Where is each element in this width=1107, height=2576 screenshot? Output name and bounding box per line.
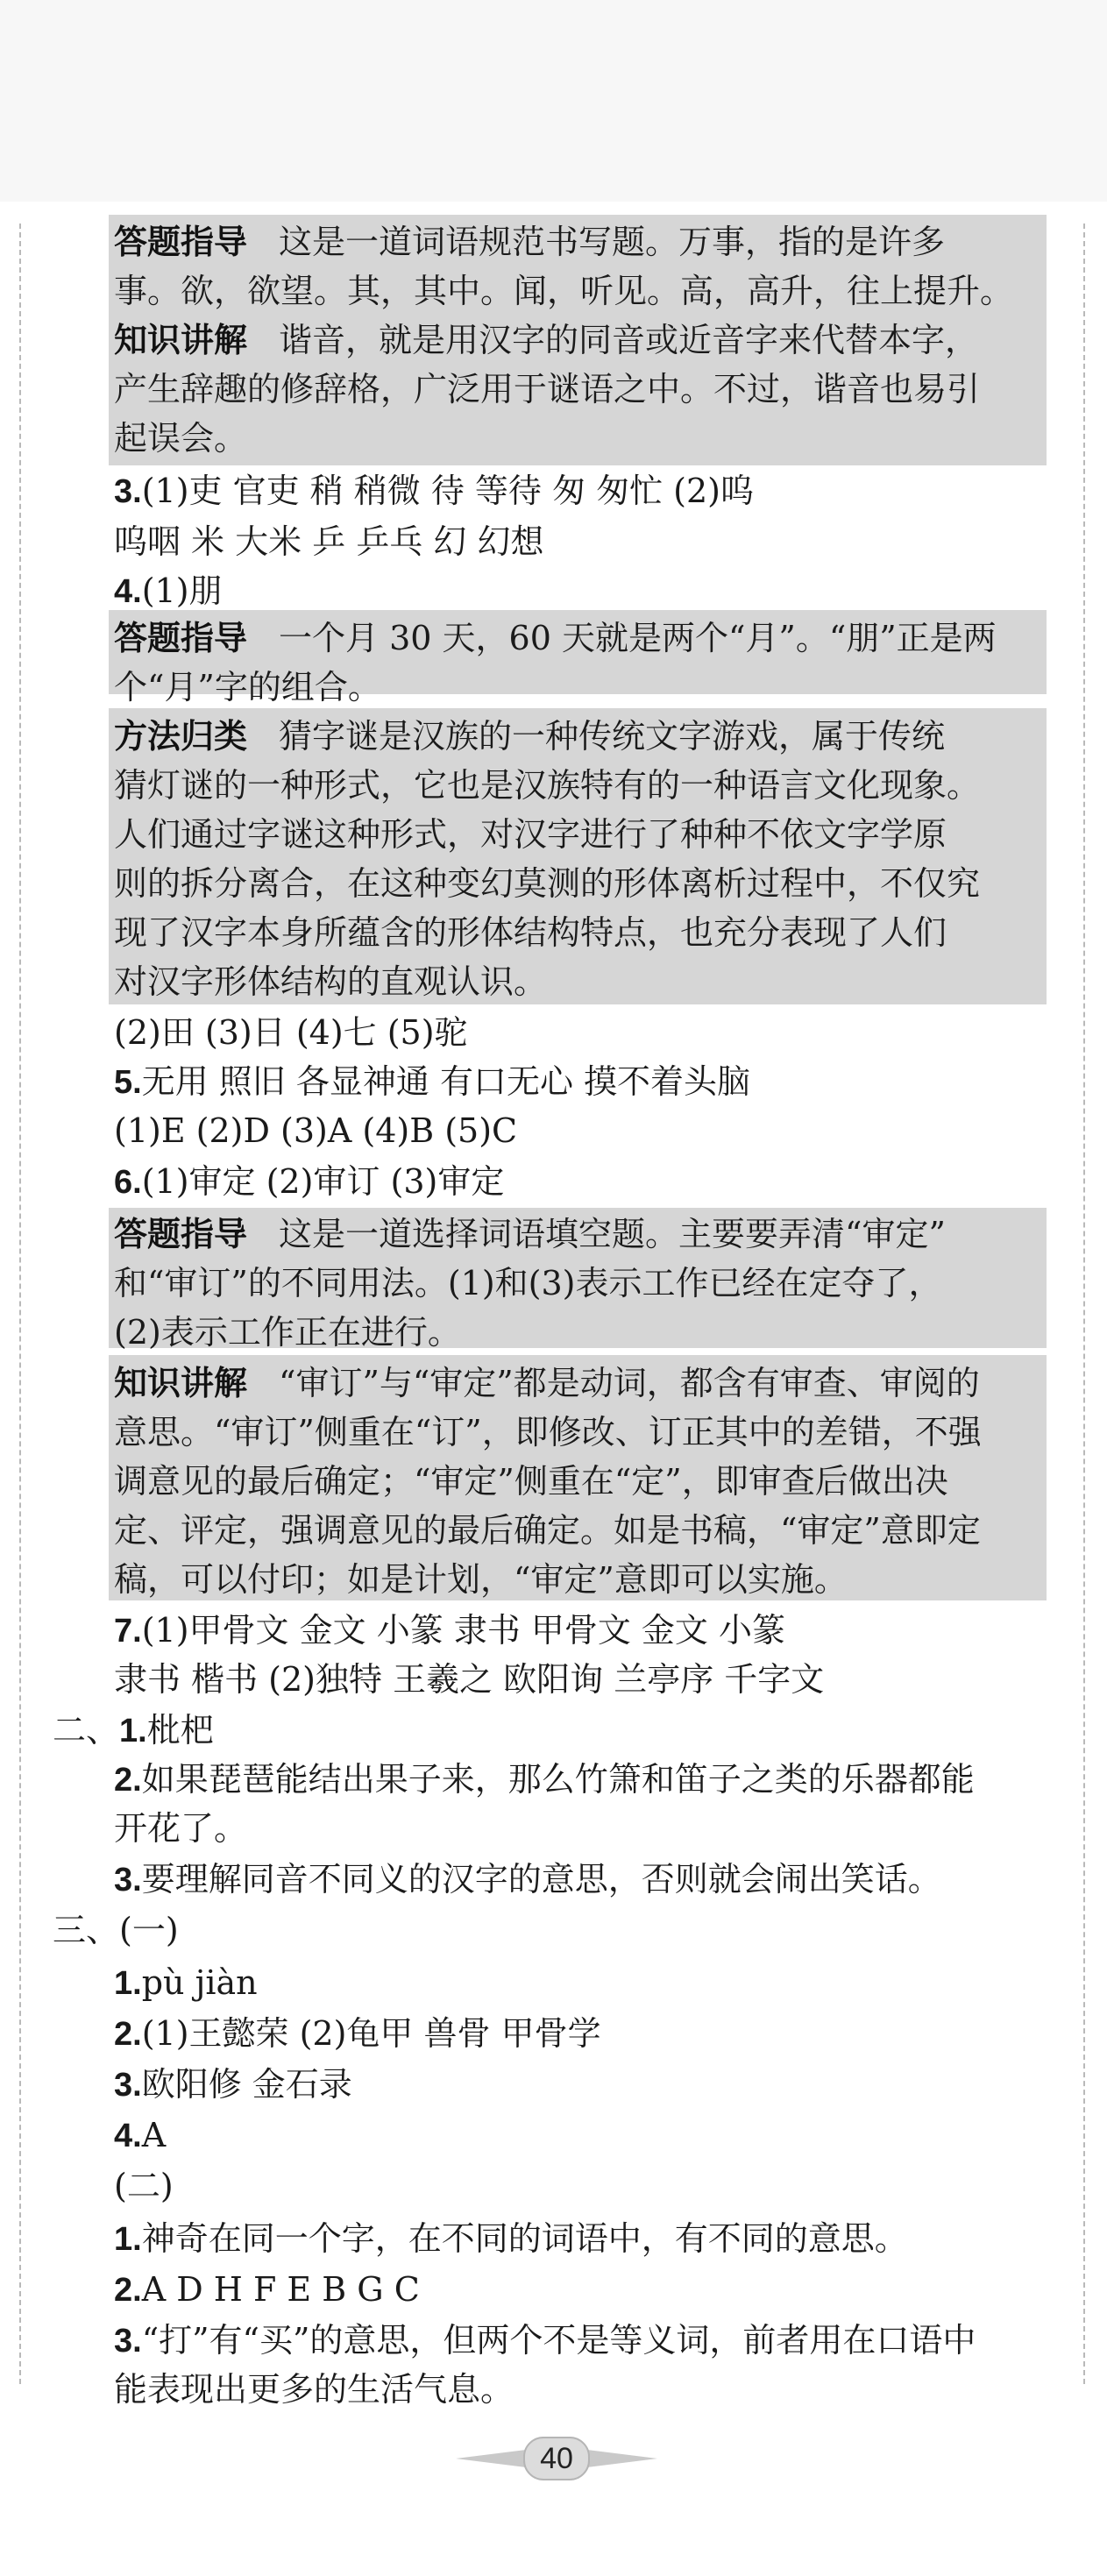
answer-line: [0, 1706, 1107, 1755]
answer-line: [0, 1106, 1107, 1155]
answer-line: [0, 1506, 1107, 1555]
guide-text: 意思。“审订”侧重在“订”，即修改、订正其中的差错，不强: [114, 1413, 982, 1451]
guide-label: 答题指导: [114, 1215, 248, 1253]
top-margin: [0, 0, 1107, 202]
guide-text: 人们通过字谜这种形式，对汉字进行了种种不依文字学原: [114, 815, 947, 854]
guide-text: 稿，可以付印；如是计划，“审定”意即可以实施。: [114, 1560, 848, 1599]
answer-line: [0, 1655, 1107, 1704]
answer-line: [0, 1755, 1107, 1804]
item-number: 4.: [114, 573, 142, 610]
answer-line: [0, 859, 1107, 908]
answer-text: 无用 照旧 各显神通 有口无心 摸不着头脑: [141, 1062, 751, 1101]
guide-text: 现了汉字本身所蕴含的形体结构特点，也充分表现了人们: [114, 913, 947, 952]
answer-text: (1)吏 官吏 稍 稍微 待 等待 匆 匆忙 (2)呜: [141, 472, 754, 510]
guide-label: 答题指导: [114, 223, 248, 261]
guide-text: 这是一道词语规范书写题。万事，指的是许多: [279, 223, 946, 261]
guide-label: 知识讲解: [114, 1364, 248, 1402]
item-number: 2.: [114, 1762, 142, 1799]
guide-text: 猜字谜是汉族的一种传统文字游戏，属于传统: [279, 717, 946, 756]
guide-label: 答题指导: [114, 619, 248, 657]
page-number-wrap: [456, 2432, 657, 2485]
item-number: 5.: [114, 1064, 142, 1101]
item-number: 2.: [114, 2272, 142, 2309]
answer-line: [0, 1457, 1107, 1506]
guide-text: 和“审订”的不同用法。(1)和(3)表示工作已经在定夺了，: [114, 1264, 942, 1302]
guide-text: 定、评定，强调意见的最后确定。如是书稿，“审定”意即定: [114, 1511, 981, 1550]
answer-text: 神奇在同一个字，在不同的词语中，有不同的意思。: [141, 2219, 908, 2258]
answer-line: [0, 2009, 1107, 2058]
answer-text: 要理解同音不同义的汉字的意思，否则就会闹出笑话。: [141, 1860, 941, 1898]
answer-line: [0, 1308, 1107, 1357]
section-heading: 三、(一): [53, 1911, 179, 1949]
answer-line: [0, 1157, 1107, 1206]
guide-line: [0, 712, 1107, 761]
answer-text: 枇杷: [146, 1711, 214, 1749]
guide-text: “审订”与“审定”都是动词，都含有审查、审阅的: [279, 1364, 980, 1402]
guide-text: 个“月”字的组合。: [114, 668, 381, 706]
item-number: 7.: [114, 1613, 142, 1650]
guide-line: [0, 614, 1107, 663]
answer-line: [0, 1905, 1107, 1955]
answer-line: [0, 266, 1107, 316]
item-number: 1.: [114, 2221, 142, 2258]
guide-line: [0, 1359, 1107, 1408]
answer-text: 欧阳修 金石录: [141, 2065, 352, 2104]
item-number: 3.: [114, 2067, 142, 2104]
answer-text: (1)王懿荣 (2)龟甲 兽骨 甲骨学: [141, 2014, 601, 2053]
answer-text: (1)E (2)D (3)A (4)B (5)C: [114, 1111, 518, 1150]
answer-line: [0, 566, 1107, 615]
answer-line: [0, 2111, 1107, 2160]
answer-line: [0, 1606, 1107, 1655]
guide-text: 调意见的最后确定；“审定”侧重在“定”，即审查后做出决: [114, 1462, 948, 1501]
answer-text: 如果琵琶能结出果子来，那么竹箫和笛子之类的乐器都能: [141, 1760, 975, 1799]
item-number: 3.: [114, 473, 142, 510]
answer-line: [0, 1804, 1107, 1853]
answer-line: [0, 1259, 1107, 1308]
guide-text: 产生辞趣的修辞格，广泛用于谜语之中。不过，谐音也易引: [114, 370, 981, 408]
guide-line: [0, 316, 1107, 365]
answer-text: A: [141, 2116, 167, 2154]
item-number: 1.: [119, 1713, 147, 1749]
answer-line: [0, 414, 1107, 463]
answer-line: [0, 908, 1107, 957]
answer-line: [0, 810, 1107, 859]
answer-line: [0, 2161, 1107, 2211]
item-number: 2.: [114, 2016, 142, 2053]
answer-line: [0, 2214, 1107, 2263]
guide-text: 对汉字形体结构的直观认识。: [114, 962, 548, 1001]
answer-line: [0, 1958, 1107, 2007]
guide-text: (2)表示工作正在进行。: [114, 1313, 461, 1352]
answer-text: A D H F E B G C: [141, 2270, 420, 2309]
guide-text: 一个月 30 天，60 天就是两个“月”。“朋”正是两: [279, 619, 997, 657]
section-prefix: 二、: [53, 1711, 120, 1749]
guide-text: 猜灯谜的一种形式，它也是汉族特有的一种语言文化现象。: [114, 766, 981, 805]
item-number: 6.: [114, 1164, 142, 1201]
answer-text: (2)田 (3)日 (4)七 (5)驼: [114, 1013, 468, 1052]
answer-text: 能表现出更多的生活气息。: [114, 2370, 514, 2409]
page-number: 40: [540, 2442, 573, 2475]
guide-text: 则的拆分离合，在这种变幻莫测的形体离析过程中，不仅究: [114, 864, 981, 903]
answer-line: [0, 957, 1107, 1006]
guide-text: 谐音，就是用汉字的同音或近音字来代替本字，: [279, 321, 979, 359]
guide-line: [0, 217, 1107, 266]
item-number: 3.: [114, 2323, 142, 2360]
guide-label: 知识讲解: [114, 321, 248, 359]
answer-text: “打”有“买”的意思，但两个不是等义词，前者用在口语中: [141, 2321, 976, 2360]
guide-text: 起误会。: [114, 419, 248, 458]
answer-line: [0, 1555, 1107, 1604]
answer-text: 开花了。: [114, 1809, 248, 1848]
answer-line: [0, 1855, 1107, 1904]
answer-line: [0, 761, 1107, 810]
answer-line: [0, 2060, 1107, 2109]
answer-line: [0, 466, 1107, 515]
answer-line: [0, 1008, 1107, 1057]
guide-text: 呜咽 米 大米 乒 乒乓 幻 幻想: [114, 522, 544, 561]
answer-text: (1)甲骨文 金文 小篆 隶书 甲骨文 金文 小篆: [141, 1611, 786, 1650]
answer-line: [0, 2316, 1107, 2365]
answer-line: [0, 517, 1107, 566]
answer-line: [0, 1057, 1107, 1106]
guide-line: [0, 1210, 1107, 1259]
answer-text: (1)朋: [141, 571, 223, 610]
item-number: 4.: [114, 2118, 142, 2154]
guide-label: 方法归类: [114, 717, 248, 756]
guide-text: 事。欲，欲望。其，其中。闻，听见。高，高升，往上提升。: [114, 272, 1014, 310]
answer-text: pù jiàn: [141, 1963, 258, 2002]
answer-line: [0, 663, 1107, 712]
answer-text: 隶书 楷书 (2)独特 王羲之 欧阳询 兰亭序 千字文: [114, 1660, 825, 1699]
answer-line: [0, 2265, 1107, 2314]
answer-line: [0, 1408, 1107, 1457]
answer-line: [0, 365, 1107, 414]
guide-text: 这是一道选择词语填空题。主要要弄清“审定”: [279, 1215, 946, 1253]
answer-line: [0, 2365, 1107, 2414]
answer-text: (1)审定 (2)审订 (3)审定: [141, 1162, 505, 1201]
item-number: 3.: [114, 1862, 142, 1898]
item-number: 1.: [114, 1965, 142, 2002]
answer-text: (二): [114, 2167, 174, 2205]
